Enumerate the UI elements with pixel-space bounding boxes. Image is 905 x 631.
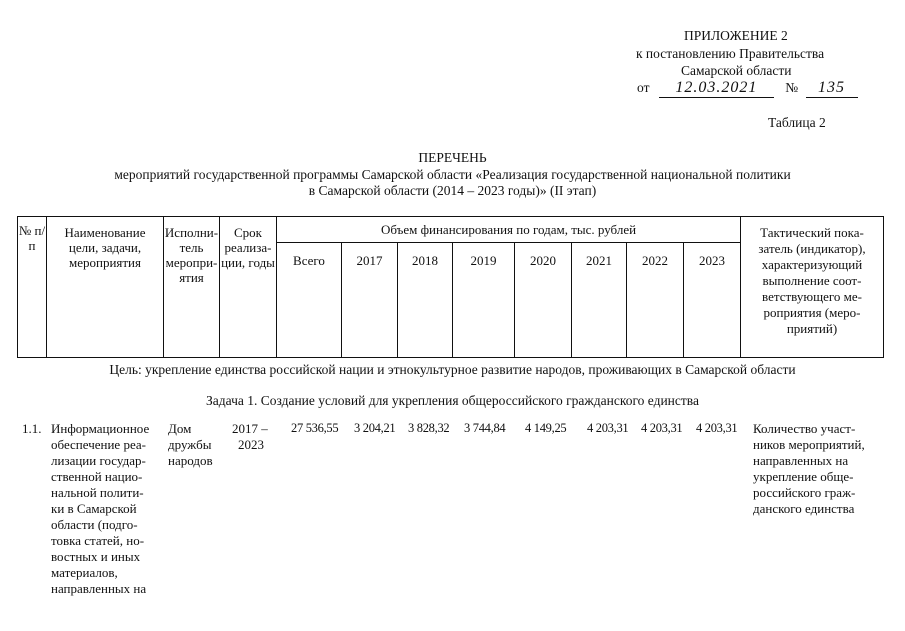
col-header-num: № п/п xyxy=(18,217,47,358)
row-term-line: 2023 xyxy=(238,437,264,452)
row-name-line: направленных на xyxy=(51,581,147,596)
col-header-executor: Исполни- тель меропри- ятия xyxy=(164,217,220,358)
goal-text: Цель: укрепление единства российской нации и этнокультурное развитие народов, проживающих в Самарской области xyxy=(109,362,796,377)
value-2017: 3 204,21 xyxy=(354,421,396,435)
col-header-indicator: Тактический пока- затель (индикатор), характеризующий выполнение соот- ветствующего ме- роприятия (меро- приятий) xyxy=(741,217,884,358)
value-2023: 4 203,31 xyxy=(696,421,738,435)
row-indicator-line: российского граж- xyxy=(753,485,856,500)
document-heading: ПЕРЕЧЕНЬ xyxy=(418,150,487,165)
row-term-line: 2017 – xyxy=(232,421,268,436)
row-executor-line: народов xyxy=(168,453,213,468)
row-number: 1.1. xyxy=(22,421,42,436)
appendix-date-line xyxy=(637,79,858,98)
row-executor-line: Дом xyxy=(168,421,192,436)
row-indicator-line: ников мероприятий, xyxy=(753,437,865,452)
col-header-2019: 2019 xyxy=(453,243,515,358)
value-2022: 4 203,31 xyxy=(641,421,683,435)
row-name-line: востных и иных xyxy=(51,549,141,564)
document-title-line1: мероприятий государственной программы Самарской области «Реализация государственной национальной политики xyxy=(114,167,791,182)
table-label: Таблица 2 xyxy=(768,115,826,130)
col-header-total: Всего xyxy=(277,243,342,358)
col-header-2021: 2021 xyxy=(572,243,627,358)
row-name-line: нальной полити- xyxy=(51,485,144,500)
col-header-2022: 2022 xyxy=(627,243,684,358)
appendix-line1: к постановлению Правительства xyxy=(636,46,825,61)
value-2020: 4 149,25 xyxy=(525,421,567,435)
appendix-line2: Самарской области xyxy=(681,63,792,78)
row-executor-line: дружбы xyxy=(168,437,212,452)
row-name-line: товка статей, но- xyxy=(51,533,145,548)
handwritten-number: 135 xyxy=(806,79,858,98)
row-indicator-line: направленных на xyxy=(753,453,849,468)
task-text: Задача 1. Создание условий для укрепления общероссийского гражданского единства xyxy=(206,393,699,408)
row-indicator-line: данского единства xyxy=(753,501,855,516)
table-header xyxy=(17,216,884,358)
row-name-line: ки в Самарской xyxy=(51,501,137,516)
col-header-2018: 2018 xyxy=(398,243,453,358)
col-header-financing: Объем финансирования по годам, тыс. рублей xyxy=(277,217,741,243)
number-label: № xyxy=(785,80,799,95)
handwritten-date: 12.03.2021 xyxy=(659,79,774,98)
col-header-2020: 2020 xyxy=(515,243,572,358)
row-name-line: лизации государ- xyxy=(51,453,146,468)
row-name-line: области (подго- xyxy=(51,517,138,532)
appendix-title: ПРИЛОЖЕНИЕ 2 xyxy=(684,28,788,43)
col-header-term: Срок реализа- ции, годы xyxy=(220,217,277,358)
value-total: 27 536,55 xyxy=(291,421,339,435)
col-header-2023: 2023 xyxy=(684,243,741,358)
from-label: от xyxy=(637,80,650,95)
row-indicator-line: укрепление обще- xyxy=(753,469,854,484)
row-indicator-line: Количество участ- xyxy=(753,421,856,436)
document-title-line2: в Самарской области (2014 – 2023 годы)» (II этап) xyxy=(308,183,597,198)
value-2018: 3 828,32 xyxy=(408,421,450,435)
row-name-line: Информационное xyxy=(51,421,150,436)
value-2019: 3 744,84 xyxy=(464,421,506,435)
row-name-line: обеспечение реа- xyxy=(51,437,146,452)
col-header-2017: 2017 xyxy=(342,243,398,358)
col-header-name: Наименование цели, задачи, мероприятия xyxy=(47,217,164,358)
row-name-line: ственной нацио- xyxy=(51,469,143,484)
value-2021: 4 203,31 xyxy=(587,421,629,435)
row-name-line: материалов, xyxy=(51,565,118,580)
